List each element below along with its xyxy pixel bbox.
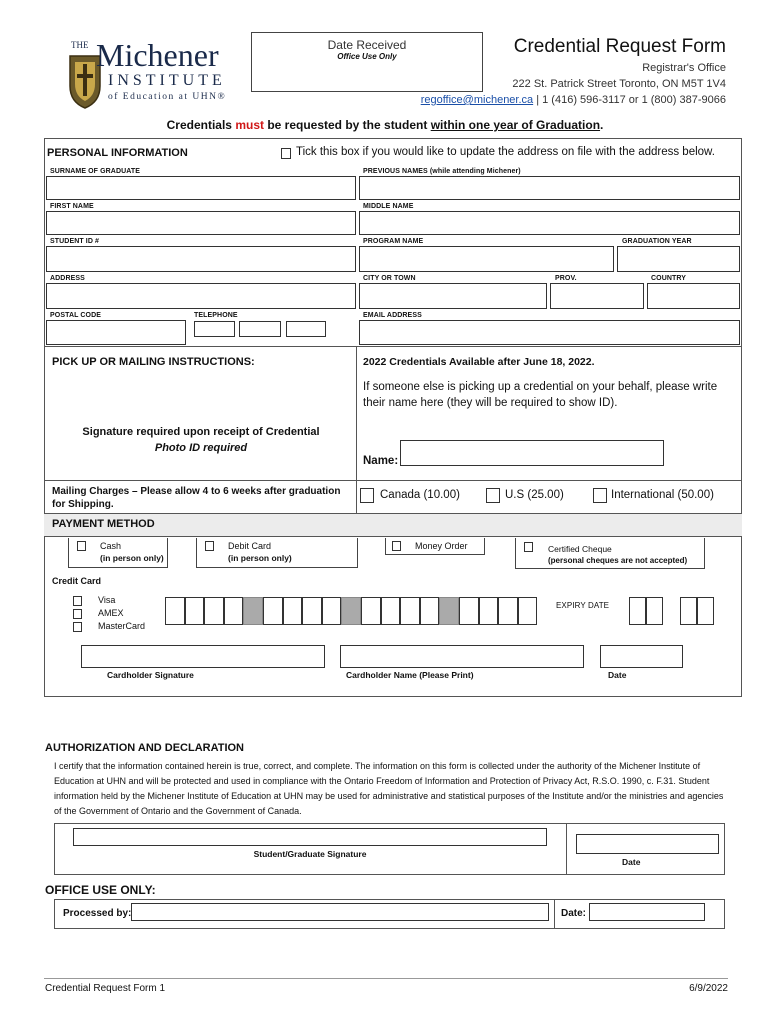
card-digit-cell[interactable]: [185, 597, 205, 625]
card-digit-cell[interactable]: [263, 597, 283, 625]
telephone-label: TELEPHONE: [194, 312, 238, 319]
city-field[interactable]: [359, 283, 547, 309]
canada-option: Canada (10.00): [380, 489, 460, 501]
debit-checkbox[interactable]: [205, 541, 214, 551]
email-label: EMAIL ADDRESS: [363, 312, 422, 319]
student-id-label: STUDENT ID #: [50, 238, 100, 245]
update-address-checkbox[interactable]: [281, 148, 291, 159]
logo-sub: of Education at UHN®: [108, 92, 227, 102]
city-label: CITY OR TOWN: [363, 275, 416, 282]
notice-deadline: within one year of Graduation: [430, 118, 601, 132]
date-received-title: Date Received: [327, 38, 407, 52]
amex-label: AMEX: [98, 608, 124, 618]
graduation-year-field[interactable]: [617, 246, 740, 272]
cardholder-signature-label: Cardholder Signature: [107, 670, 194, 680]
program-name-label: PROGRAM NAME: [363, 238, 424, 245]
expiry-year-2[interactable]: [697, 597, 714, 625]
payment-date-field[interactable]: [600, 645, 683, 668]
card-digit-cell[interactable]: [283, 597, 303, 625]
logo-the: THE: [71, 40, 89, 50]
card-digit-cell[interactable]: [224, 597, 244, 625]
payment-heading: PAYMENT METHOD: [52, 518, 155, 530]
us-checkbox[interactable]: [486, 488, 500, 503]
mailing-charges-text: Mailing Charges – Please allow 4 to 6 weeks after graduation for Shipping.: [52, 486, 341, 510]
credentials-available: 2022 Credentials Available after June 18, 2022.: [363, 356, 595, 368]
previous-names-field[interactable]: [359, 176, 740, 200]
email-field[interactable]: [359, 320, 740, 345]
card-digit-cell[interactable]: [479, 597, 499, 625]
mastercard-label: MasterCard: [98, 621, 146, 631]
card-digit-cell[interactable]: [381, 597, 401, 625]
card-group-separator: [243, 597, 263, 625]
card-digit-cell[interactable]: [518, 597, 538, 625]
cardholder-name-label: Cardholder Name (Please Print): [346, 670, 474, 680]
surname-label: SURNAME OF GRADUATE: [50, 168, 141, 175]
card-digit-cell[interactable]: [302, 597, 322, 625]
expiry-year-1[interactable]: [680, 597, 697, 625]
card-digit-cell[interactable]: [400, 597, 420, 625]
personal-info-heading: PERSONAL INFORMATION: [47, 147, 188, 159]
payment-date-label: Date: [608, 670, 627, 680]
middle-name-field[interactable]: [359, 211, 740, 235]
country-field[interactable]: [647, 283, 740, 309]
first-name-label: FIRST NAME: [50, 203, 94, 210]
international-checkbox[interactable]: [593, 488, 607, 503]
student-signature-label: Student/Graduate Signature: [253, 849, 367, 859]
card-digit-cell[interactable]: [204, 597, 224, 625]
telephone-area-code[interactable]: [194, 321, 235, 337]
program-name-field[interactable]: [359, 246, 614, 272]
mastercard-checkbox[interactable]: [73, 622, 82, 632]
phone-numbers: | 1 (416) 596-3117 or 1 (800) 387-9066: [533, 94, 726, 106]
card-digit-cell[interactable]: [498, 597, 518, 625]
canada-checkbox[interactable]: [360, 488, 374, 503]
michener-logo: [68, 37, 243, 110]
prov-label: PROV.: [555, 275, 577, 282]
card-digit-cell[interactable]: [459, 597, 479, 625]
email-link[interactable]: regoffice@michener.ca: [420, 94, 534, 106]
address-label: ADDRESS: [50, 275, 85, 282]
certified-cheque-label: Certified Cheque: [548, 544, 612, 554]
previous-names-label: PREVIOUS NAMES (while attending Michener): [363, 168, 521, 175]
cash-label: Cash: [100, 541, 122, 551]
authorization-heading: AUTHORIZATION AND DECLARATION: [45, 742, 244, 754]
address-field[interactable]: [46, 283, 356, 309]
expiry-month-1[interactable]: [629, 597, 646, 625]
pickup-heading: PICK UP OR MAILING INSTRUCTIONS:: [52, 356, 255, 368]
student-signature-field[interactable]: [73, 828, 547, 846]
office-address: 222 St. Patrick Street Toronto, ON M5T 1V4: [512, 78, 726, 90]
first-name-field[interactable]: [46, 211, 356, 235]
signature-required-text: Signature required upon receipt of Credential: [82, 426, 320, 438]
cash-note: (in person only): [100, 553, 164, 563]
update-address-text: Tick this box if you would like to update the address on file with the address below.: [296, 146, 715, 158]
graduation-year-label: GRADUATION YEAR: [622, 238, 692, 245]
certified-cheque-note: (personal cheques are not accepted): [548, 556, 688, 565]
card-group-separator: [439, 597, 459, 625]
pickup-by-other-text: If someone else is picking up a credential on your behalf, please write their name here (they will be required to show ID).: [363, 381, 718, 409]
pickup-name-field[interactable]: [400, 440, 664, 466]
middle-name-label: MIDDLE NAME: [363, 203, 414, 210]
expiry-label: EXPIRY DATE: [556, 601, 610, 610]
logo-institute: INSTITUTE: [108, 72, 226, 89]
notice-pre: Credentials: [166, 118, 236, 132]
date-received-box[interactable]: [251, 32, 483, 92]
certified-cheque-checkbox[interactable]: [524, 542, 533, 552]
notice-end: .: [600, 118, 604, 132]
surname-field[interactable]: [46, 176, 356, 200]
student-id-field[interactable]: [46, 246, 356, 272]
processed-by-label: Processed by:: [63, 908, 132, 919]
expiry-month-2[interactable]: [646, 597, 663, 625]
footer-right: 6/9/2022: [689, 983, 728, 994]
country-label: COUNTRY: [651, 275, 687, 282]
office-use-note: Office Use Only: [337, 52, 397, 61]
declaration-date-label: Date: [622, 857, 641, 867]
contact-line: [421, 94, 726, 106]
notice-must: must: [235, 118, 264, 132]
card-digit-cell[interactable]: [361, 597, 381, 625]
postal-code-field[interactable]: [46, 320, 186, 345]
visa-checkbox[interactable]: [73, 596, 82, 606]
office-date-field[interactable]: [589, 903, 705, 921]
cash-checkbox[interactable]: [77, 541, 86, 551]
photo-id-text: Photo ID required: [154, 442, 248, 454]
cardholder-signature-field[interactable]: [81, 645, 325, 668]
request-notice: [0, 118, 770, 132]
office-date-label: Date:: [561, 908, 587, 919]
pickup-name-label: Name:: [363, 455, 399, 467]
international-option: International (50.00): [611, 489, 714, 501]
us-option: U.S (25.00): [505, 489, 564, 501]
logo-name: Michener: [96, 37, 219, 73]
card-digit-cell[interactable]: [420, 597, 440, 625]
notice-mid: be requested by the student: [263, 118, 431, 132]
authorization-body: I certify that the information contained herein is true, correct, and complete. The information on this form is collected under the authority of the Michener Institute of Education at UHN and will be protected and used in compliance with the Ontario Freedom of Information and Protection of Privacy Act, R.S.O. 1990, c. F.31. Student information held by the Michener Institute of Education at UHN may be used for administrative and statistical purposes of the Institute and/or the ministries and agencies of the Government of Ontario and the Government of Canada.: [54, 761, 724, 816]
amex-checkbox[interactable]: [73, 609, 82, 619]
cardholder-name-field[interactable]: [340, 645, 584, 668]
prov-field[interactable]: [550, 283, 644, 309]
processed-by-field[interactable]: [131, 903, 549, 921]
money-order-checkbox[interactable]: [392, 541, 401, 551]
postal-code-label: POSTAL CODE: [50, 312, 102, 319]
credit-card-label: Credit Card: [52, 576, 102, 586]
card-digit-cell[interactable]: [165, 597, 185, 625]
money-order-label: Money Order: [415, 541, 468, 551]
declaration-date-field[interactable]: [576, 834, 719, 854]
office-use-heading: OFFICE USE ONLY:: [45, 883, 156, 897]
telephone-prefix[interactable]: [239, 321, 281, 337]
form-title: Credential Request Form: [513, 36, 726, 57]
footer-divider: [44, 978, 728, 979]
debit-note: (in person only): [228, 553, 292, 563]
registrar-office: Registrar's Office: [642, 62, 726, 74]
debit-label: Debit Card: [228, 541, 272, 551]
footer-left: Credential Request Form 1: [45, 983, 166, 994]
telephone-line[interactable]: [286, 321, 326, 337]
card-group-separator: [341, 597, 361, 625]
card-digit-cell[interactable]: [322, 597, 342, 625]
visa-label: Visa: [98, 595, 116, 605]
